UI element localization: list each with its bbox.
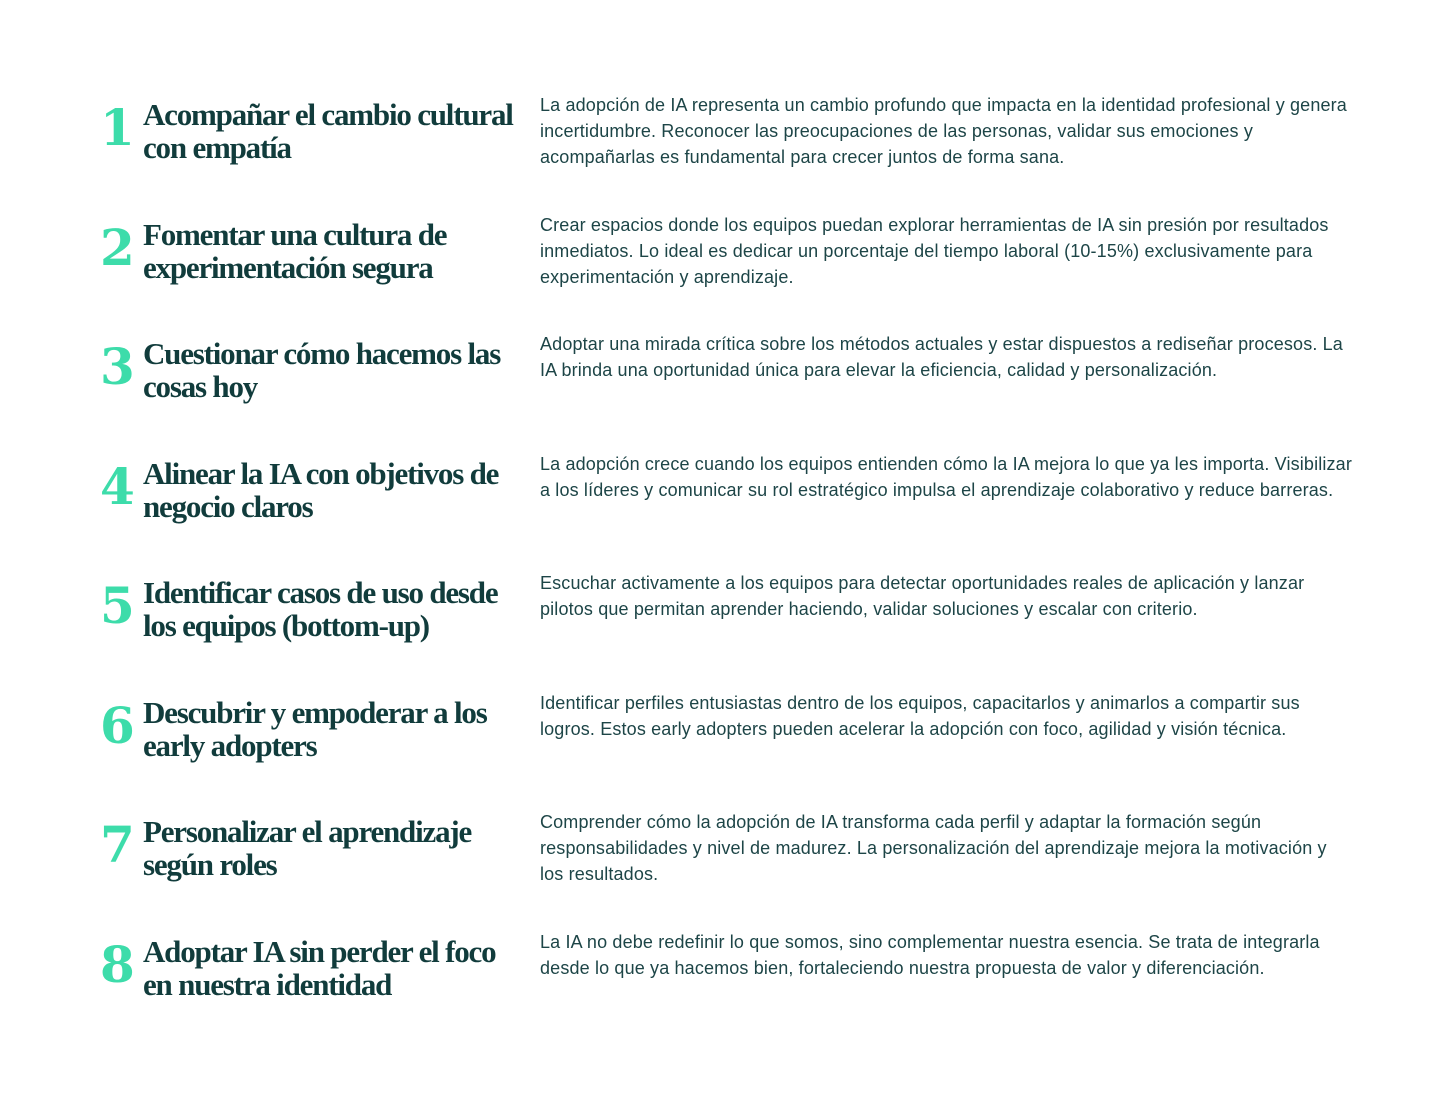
principle-description: Crear espacios donde los equipos puedan explorar herramientas de IA sin presión por resultados inmediatos. Lo ideal es dedicar un porcentaje del tiempo laboral (10-15%) exclusivamente para experimentación y aprendizaje. (540, 214, 1329, 287)
principle-item-2 (100, 212, 1390, 332)
principle-title: Identificar casos de uso desde los equipos (bottom-up) (143, 575, 498, 643)
principle-item-4 (100, 451, 1390, 571)
principle-description: Identificar perfiles entusiastas dentro de los equipos, capacitarlos y animarlos a compartir sus logros. Estos early adopters pueden acelerar la adopción con foco, agilidad y visión técnica. (540, 692, 1300, 739)
principle-item-8 (100, 929, 1390, 1049)
principle-number: 7 (100, 815, 135, 874)
principle-number: 1 (100, 98, 135, 157)
principle-item-6 (100, 690, 1390, 810)
principle-title: Acompañar el cambio cultural con empatía (143, 97, 513, 165)
principle-description: Escuchar activamente a los equipos para detectar oportunidades reales de aplicación y lanzar pilotos que permitan aprender haciendo, validar soluciones y escalar con criterio. (540, 573, 1305, 619)
principle-title: Personalizar el aprendizaje según roles (143, 814, 472, 882)
principle-number: 2 (100, 217, 135, 277)
principle-number: 3 (100, 337, 135, 396)
principle-description: Comprender cómo la adopción de IA transforma cada perfil y adaptar la formación según responsabilidades y nivel de madurez. La personalización del aprendizaje mejora la motivación y los resultados. (540, 812, 1327, 884)
principle-description: Adoptar una mirada crítica sobre los métodos actuales y estar dispuestos a rediseñar procesos. La IA brinda una oportunidad única para elevar la eficiencia, calidad y personalización. (540, 334, 1343, 380)
principle-number: 8 (100, 934, 135, 994)
principle-item-7 (100, 809, 1390, 929)
principle-title: Fomentar una cultura de experimentación segura (143, 216, 447, 285)
principle-number: 4 (100, 456, 135, 516)
principle-description: La IA no debe redefinir lo que somos, sino complementar nuestra esencia. Se trata de integrarla desde lo que ya hacemos bien, fortaleciendo nuestra propuesta de valor y diferenciación. (540, 931, 1320, 978)
principle-title: Adoptar IA sin perder el foco en nuestra identidad (143, 933, 496, 1002)
principle-title: Descubrir y empoderar a los early adopters (143, 694, 487, 763)
principle-number: 5 (100, 576, 135, 635)
principle-item-5 (100, 570, 1390, 690)
principle-title: Alinear la IA con objetivos de negocio claros (143, 455, 499, 524)
principle-description: La adopción de IA representa un cambio profundo que impacta en la identidad profesional y genera incertidumbre. Reconocer las preocupaciones de las personas, validar sus emociones y acompañarlas es fundamental para crecer juntos de forma sana. (540, 95, 1347, 167)
principle-number: 6 (100, 695, 135, 755)
principle-item-1 (100, 92, 1390, 212)
principle-description: La adopción crece cuando los equipos entienden cómo la IA mejora lo que ya les importa. Visibilizar a los líderes y comunicar su rol estratégico impulsa el aprendizaje colaborativo y reduce barreras. (540, 453, 1352, 500)
principle-item-3 (100, 331, 1390, 451)
principles-list (100, 92, 1390, 1048)
principle-title: Cuestionar cómo hacemos las cosas hoy (143, 336, 501, 404)
